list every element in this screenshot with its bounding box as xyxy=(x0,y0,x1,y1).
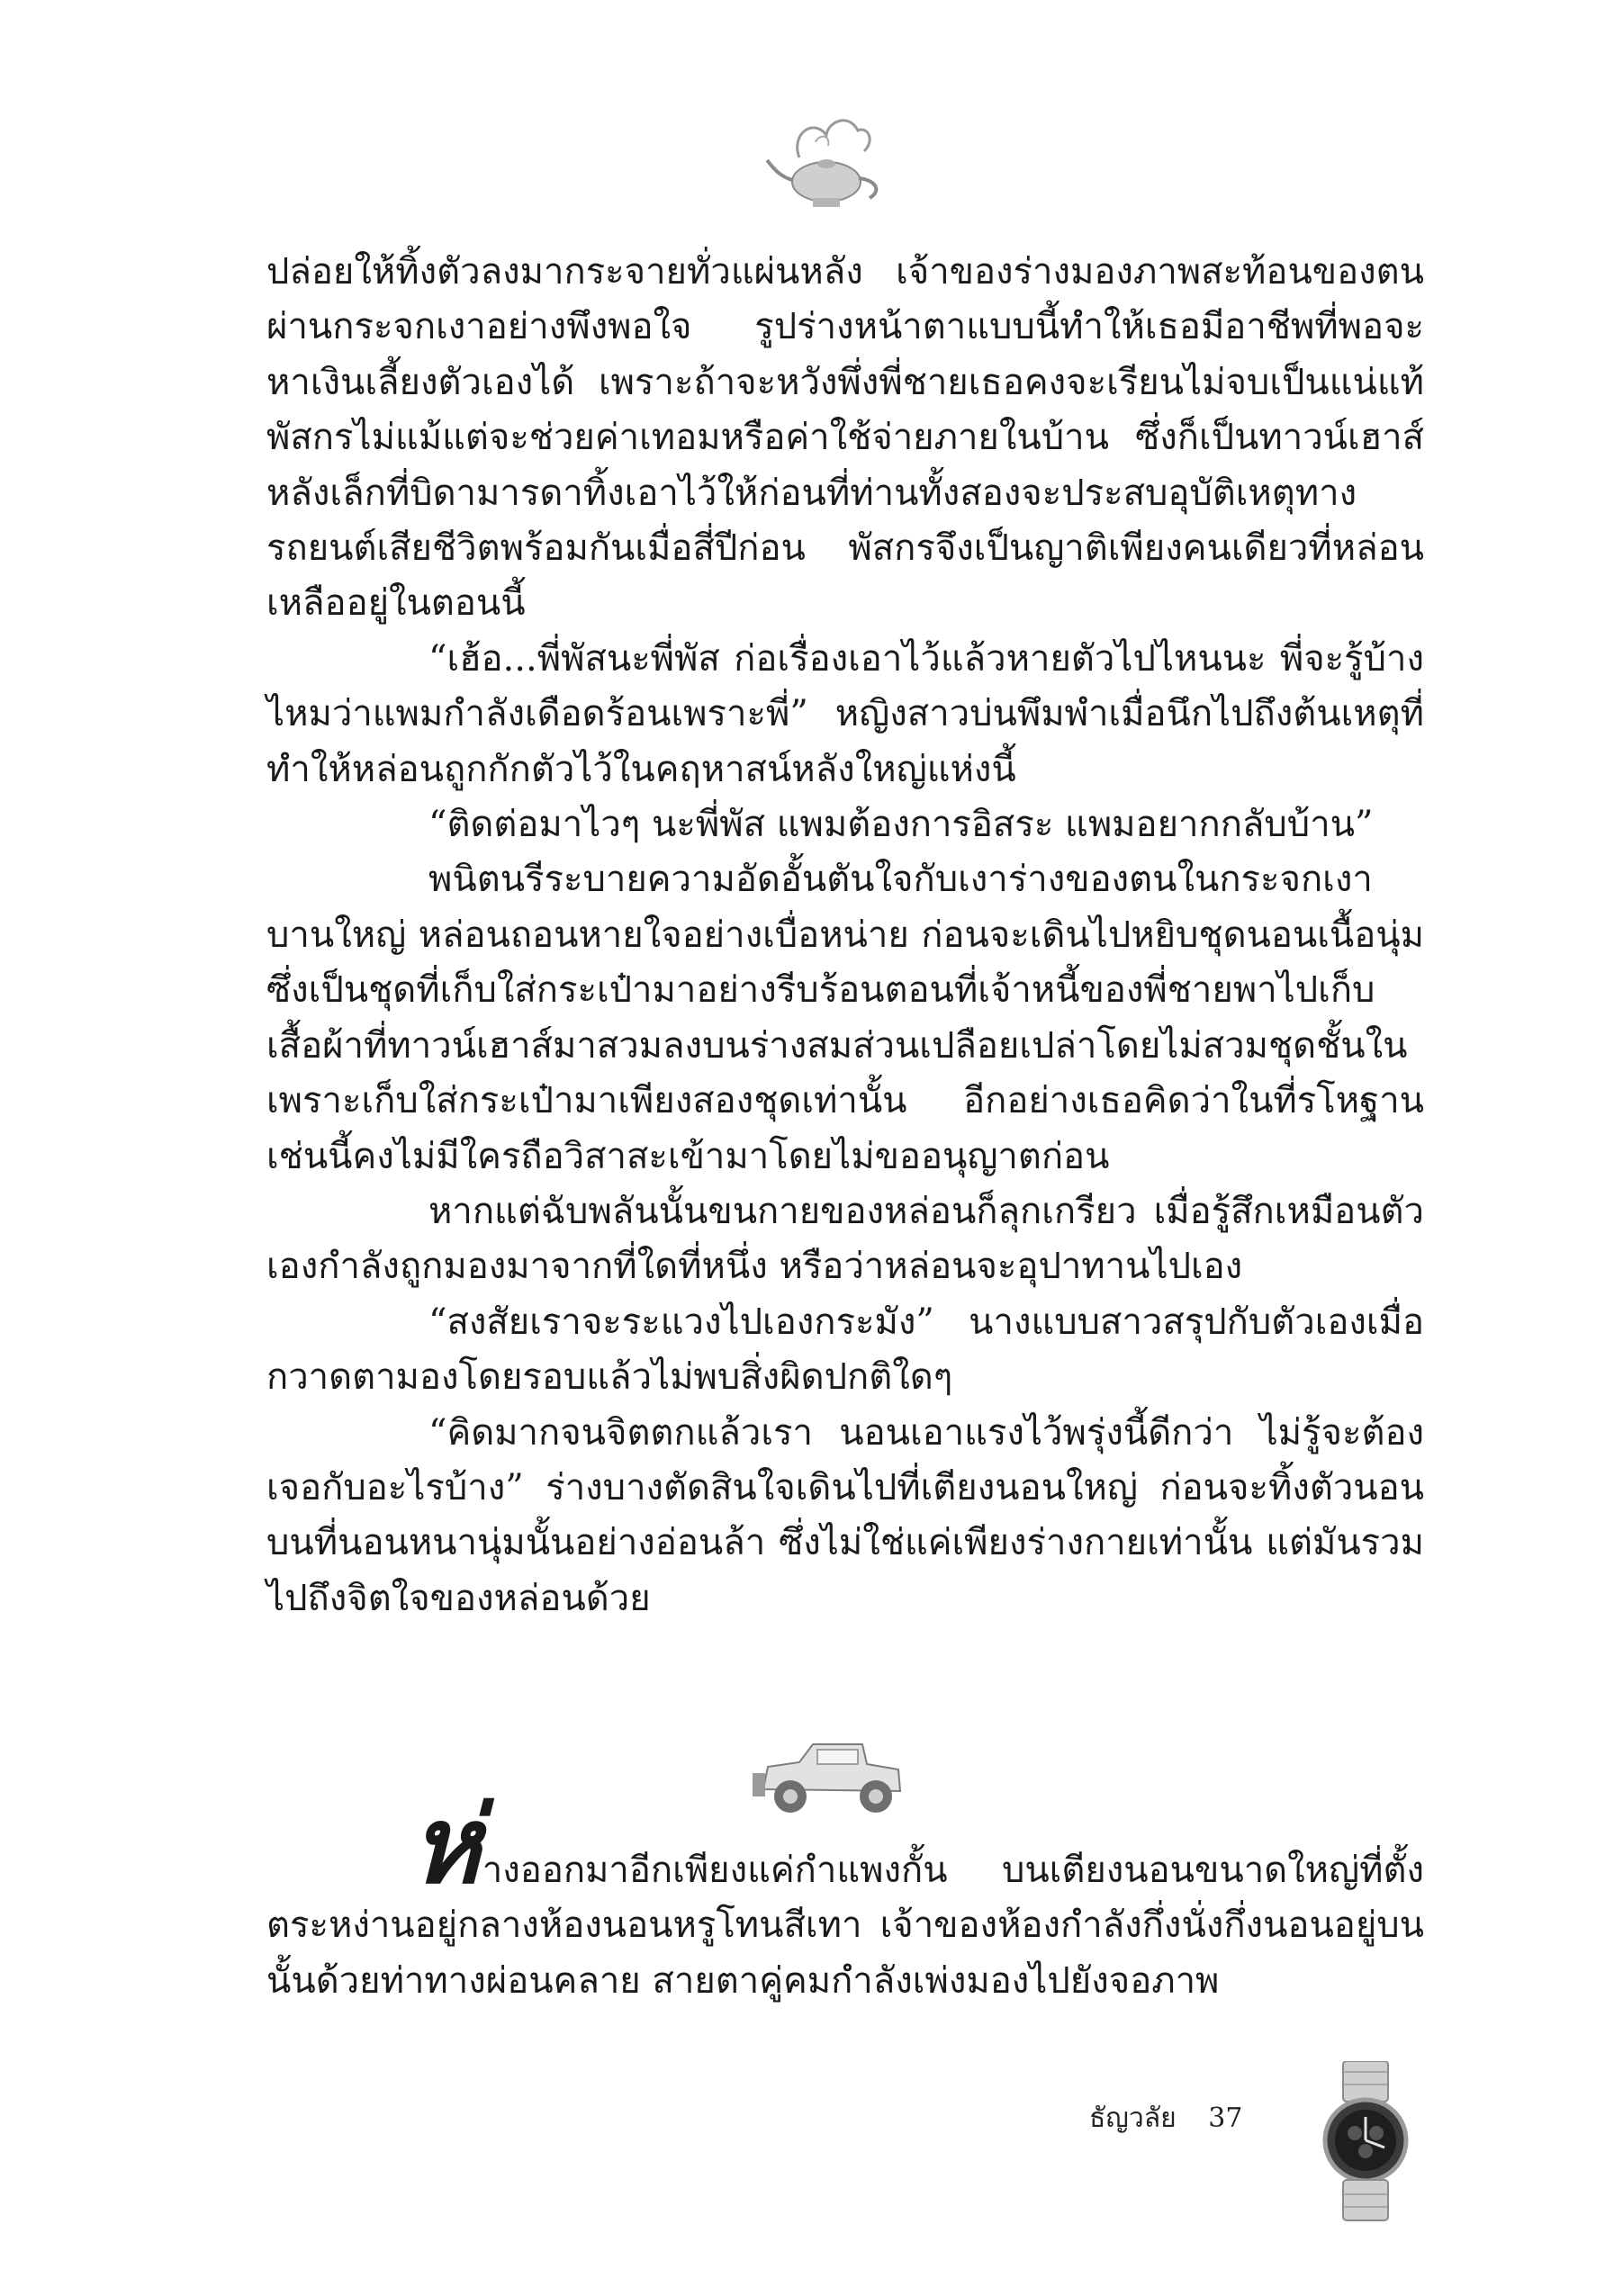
paragraph xyxy=(266,1782,1424,2009)
section-two-text xyxy=(266,1782,1424,2009)
page-footer xyxy=(1089,2097,1242,2151)
paragraph: “ติดต่อมาไวๆ นะพี่พัส แพมต้องการอิสระ แพมอยากกลับบ้าน” xyxy=(428,804,1374,846)
teapot-ornament-icon xyxy=(763,108,889,225)
page-number: 37 xyxy=(1208,2102,1243,2134)
chapter-body-text xyxy=(266,245,1424,1626)
paragraph-text: างออกมาอีกเพียงแค่กำแพงกั้น บนเตียงนอนขนาดใหญ่ที่ตั้งตระหง่านอยู่กลางห้องนอนหรูโทนสีเทา เจ้าของห้องกำลังกึ่งนั่งกึ่งนอนอยู่บนนั้นด้วยท่าทางผ่อนคลาย สายตาคู่คมกำลังเพ่งมองไปยังจอภาพ xyxy=(266,1850,1424,2002)
paragraph: “คิดมากจนจิตตกแล้วเรา นอนเอาแรงไว้พรุ่งนี้ดีกว่า ไม่รู้จะต้องเจอกับอะไรบ้าง” ร่างบางตัดสินใจเดินไปที่เตียงนอนใหญ่ ก่อนจะทิ้งตัวนอนบนที่นอนหนานุ่มนั้นอย่างอ่อนล้า ซึ่งไม่ใช่แค่เพียงร่างกายเท่านั้น แต่มันรวมไปถึงจิตใจของหล่อนด้วย xyxy=(266,1411,1424,1619)
paragraph: พนิตนรีระบายความอัดอั้นตันใจกับเงาร่างของตนในกระจกเงาบานใหญ่ หล่อนถอนหายใจอย่างเบื่อหน่าย ก่อนจะเดินไปหยิบชุดนอนเนื้อนุ่มซึ่งเป็นชุดที่เก็บใส่กระเป๋ามาอย่างรีบร้อนตอนที่เจ้าหนี้ของพี่ชายพาไปเก็บเสื้อผ้าที่ทาวน์เฮาส์มาสวมลงบนร่างสมส่วนเปลือยเปล่าโดยไม่สวมชุดชั้นในเพราะเก็บใส่กระเป๋ามาเพียงสองชุดเท่านั้น อีกอย่างเธอคิดว่าในที่รโหฐานเช่นนี้คงไม่มีใครถือวิสาสะเข้ามาโดยไม่ขออนุญาตก่อน xyxy=(266,859,1424,1177)
paragraph: “เฮ้อ...พี่พัสนะพี่พัส ก่อเรื่องเอาไว้แล้วหายตัวไปไหนนะ พี่จะรู้บ้างไหมว่าแพมกำลังเดือดร้อนเพราะพี่” หญิงสาวบ่นพึมพำเมื่อนึกไปถึงต้นเหตุที่ทำให้หล่อนถูกกักตัวไว้ในคฤหาสน์หลังใหญ่แห่งนี้ xyxy=(266,637,1424,790)
drop-cap: ห่ xyxy=(410,1782,481,1907)
running-head: ธัญวลัย xyxy=(1089,2102,1177,2134)
paragraph: “สงสัยเราจะระแวงไปเองกระมัง” นางแบบสาวสรุปกับตัวเองเมื่อกวาดตามองโดยรอบแล้วไม่พบสิ่งผิดปกติใดๆ xyxy=(266,1301,1424,1399)
wristwatch-ornament-icon xyxy=(1314,2061,1418,2223)
paragraph: หากแต่ฉับพลันนั้นขนกายของหล่อนก็ลุกเกรียว เมื่อรู้สึกเหมือนตัวเองกำลังถูกมองมาจากที่ใดที่หนึ่ง หรือว่าหล่อนจะอุปาทานไปเอง xyxy=(266,1190,1424,1288)
paragraph: ปล่อยให้ทิ้งตัวลงมากระจายทั่วแผ่นหลัง เจ้าของร่างมองภาพสะท้อนของตนผ่านกระจกเงาอย่างพึงพอใจ รูปร่างหน้าตาแบบนี้ทำให้เธอมีอาชีพที่พอจะหาเงินเลี้ยงตัวเองได้ เพราะถ้าจะหวังพึ่งพี่ชายเธอคงจะเรียนไม่จบเป็นแน่แท้ พัสกรไม่แม้แต่จะช่วยค่าเทอมหรือค่าใช้จ่ายภายในบ้าน ซึ่งก็เป็นทาวน์เฮาส์หลังเล็กที่บิดามารดาทิ้งเอาไว้ให้ก่อนที่ท่านทั้งสองจะประสบอุบัติเหตุทางรถยนต์เสียชีวิตพร้อมกันเมื่อสี่ปีก่อน พัสกรจึงเป็นญาติเพียงคนเดียวที่หล่อนเหลืออยู่ในตอนนี้ xyxy=(266,251,1424,625)
